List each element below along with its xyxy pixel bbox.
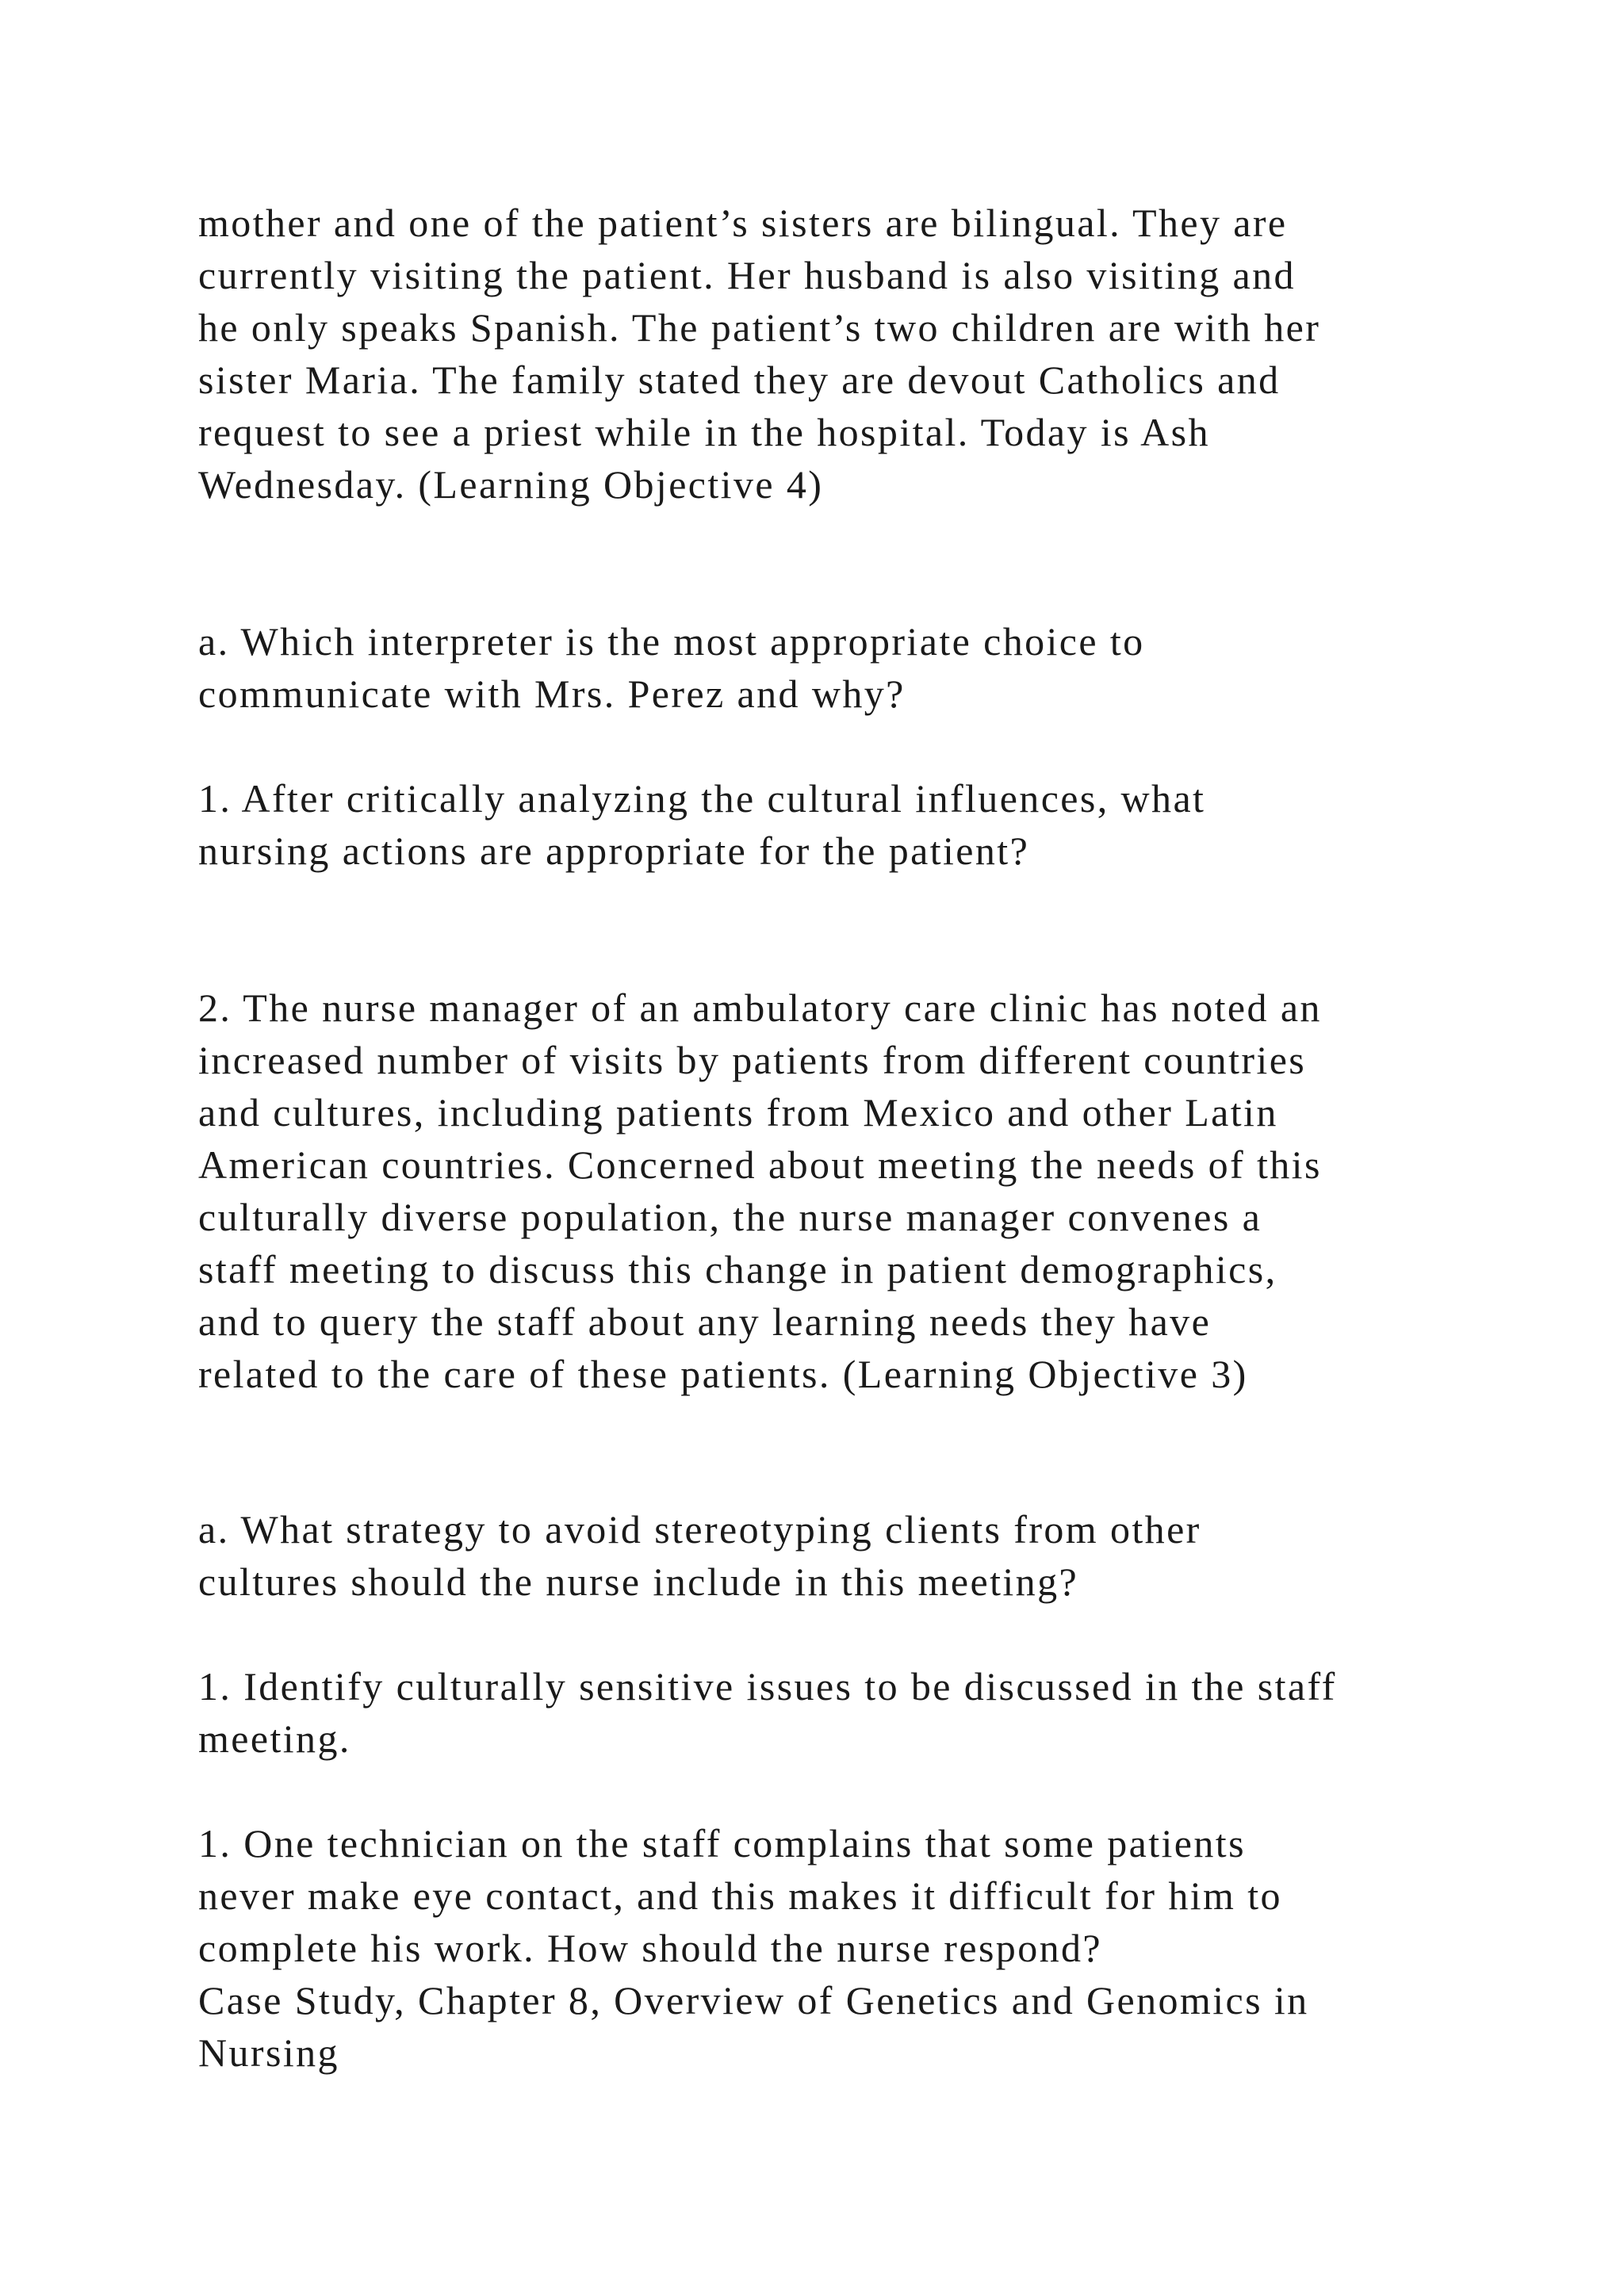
nursing-actions-question: 1. After critically analyzing the cultural influences, what nursing actions are appropriate for the patient? [198,776,1206,873]
interpreter-question: a. Which interpreter is the most appropriate choice to communicate with Mrs. Perez and why? [198,619,1145,716]
culturally-sensitive-issues-question: 1. Identify culturally sensitive issues to be discussed in the staff meeting. [198,1664,1337,1761]
eye-contact-question-and-next-case-heading: 1. One technician on the staff complains that some patients never make eye contact, and this makes it difficult for him to complete his work. How should the nurse respond? Case Study, Chapter 8, Overview of Genetics and Genomics in Nursing [198,1821,1309,2075]
nurse-manager-scenario-paragraph: 2. The nurse manager of an ambulatory care clinic has noted an increased number of visits by patients from different countries and cultures, including patients from Mexico and other Latin American countries. Concerned about meeting the needs of this culturally diverse population, the nurse manager convenes a staff meeting to discuss this change in patient demographics, and to query the staff about any learning needs they have related to the care of these patients. (Learning Objective 3) [198,985,1322,1396]
case-continuation-paragraph: mother and one of the patient’s sisters are bilingual. They are currently visiting the patient. Her husband is also visiting and he only speaks Spanish. The patient’s two children are with her sister Maria. The family stated they are devout Catholics and request to see a priest while in the hospital. Today is Ash Wednesday. (Learning Objective 4) [198,201,1321,507]
stereotyping-strategy-question: a. What strategy to avoid stereotyping clients from other cultures should the nurse include in this meeting? [198,1507,1201,1604]
